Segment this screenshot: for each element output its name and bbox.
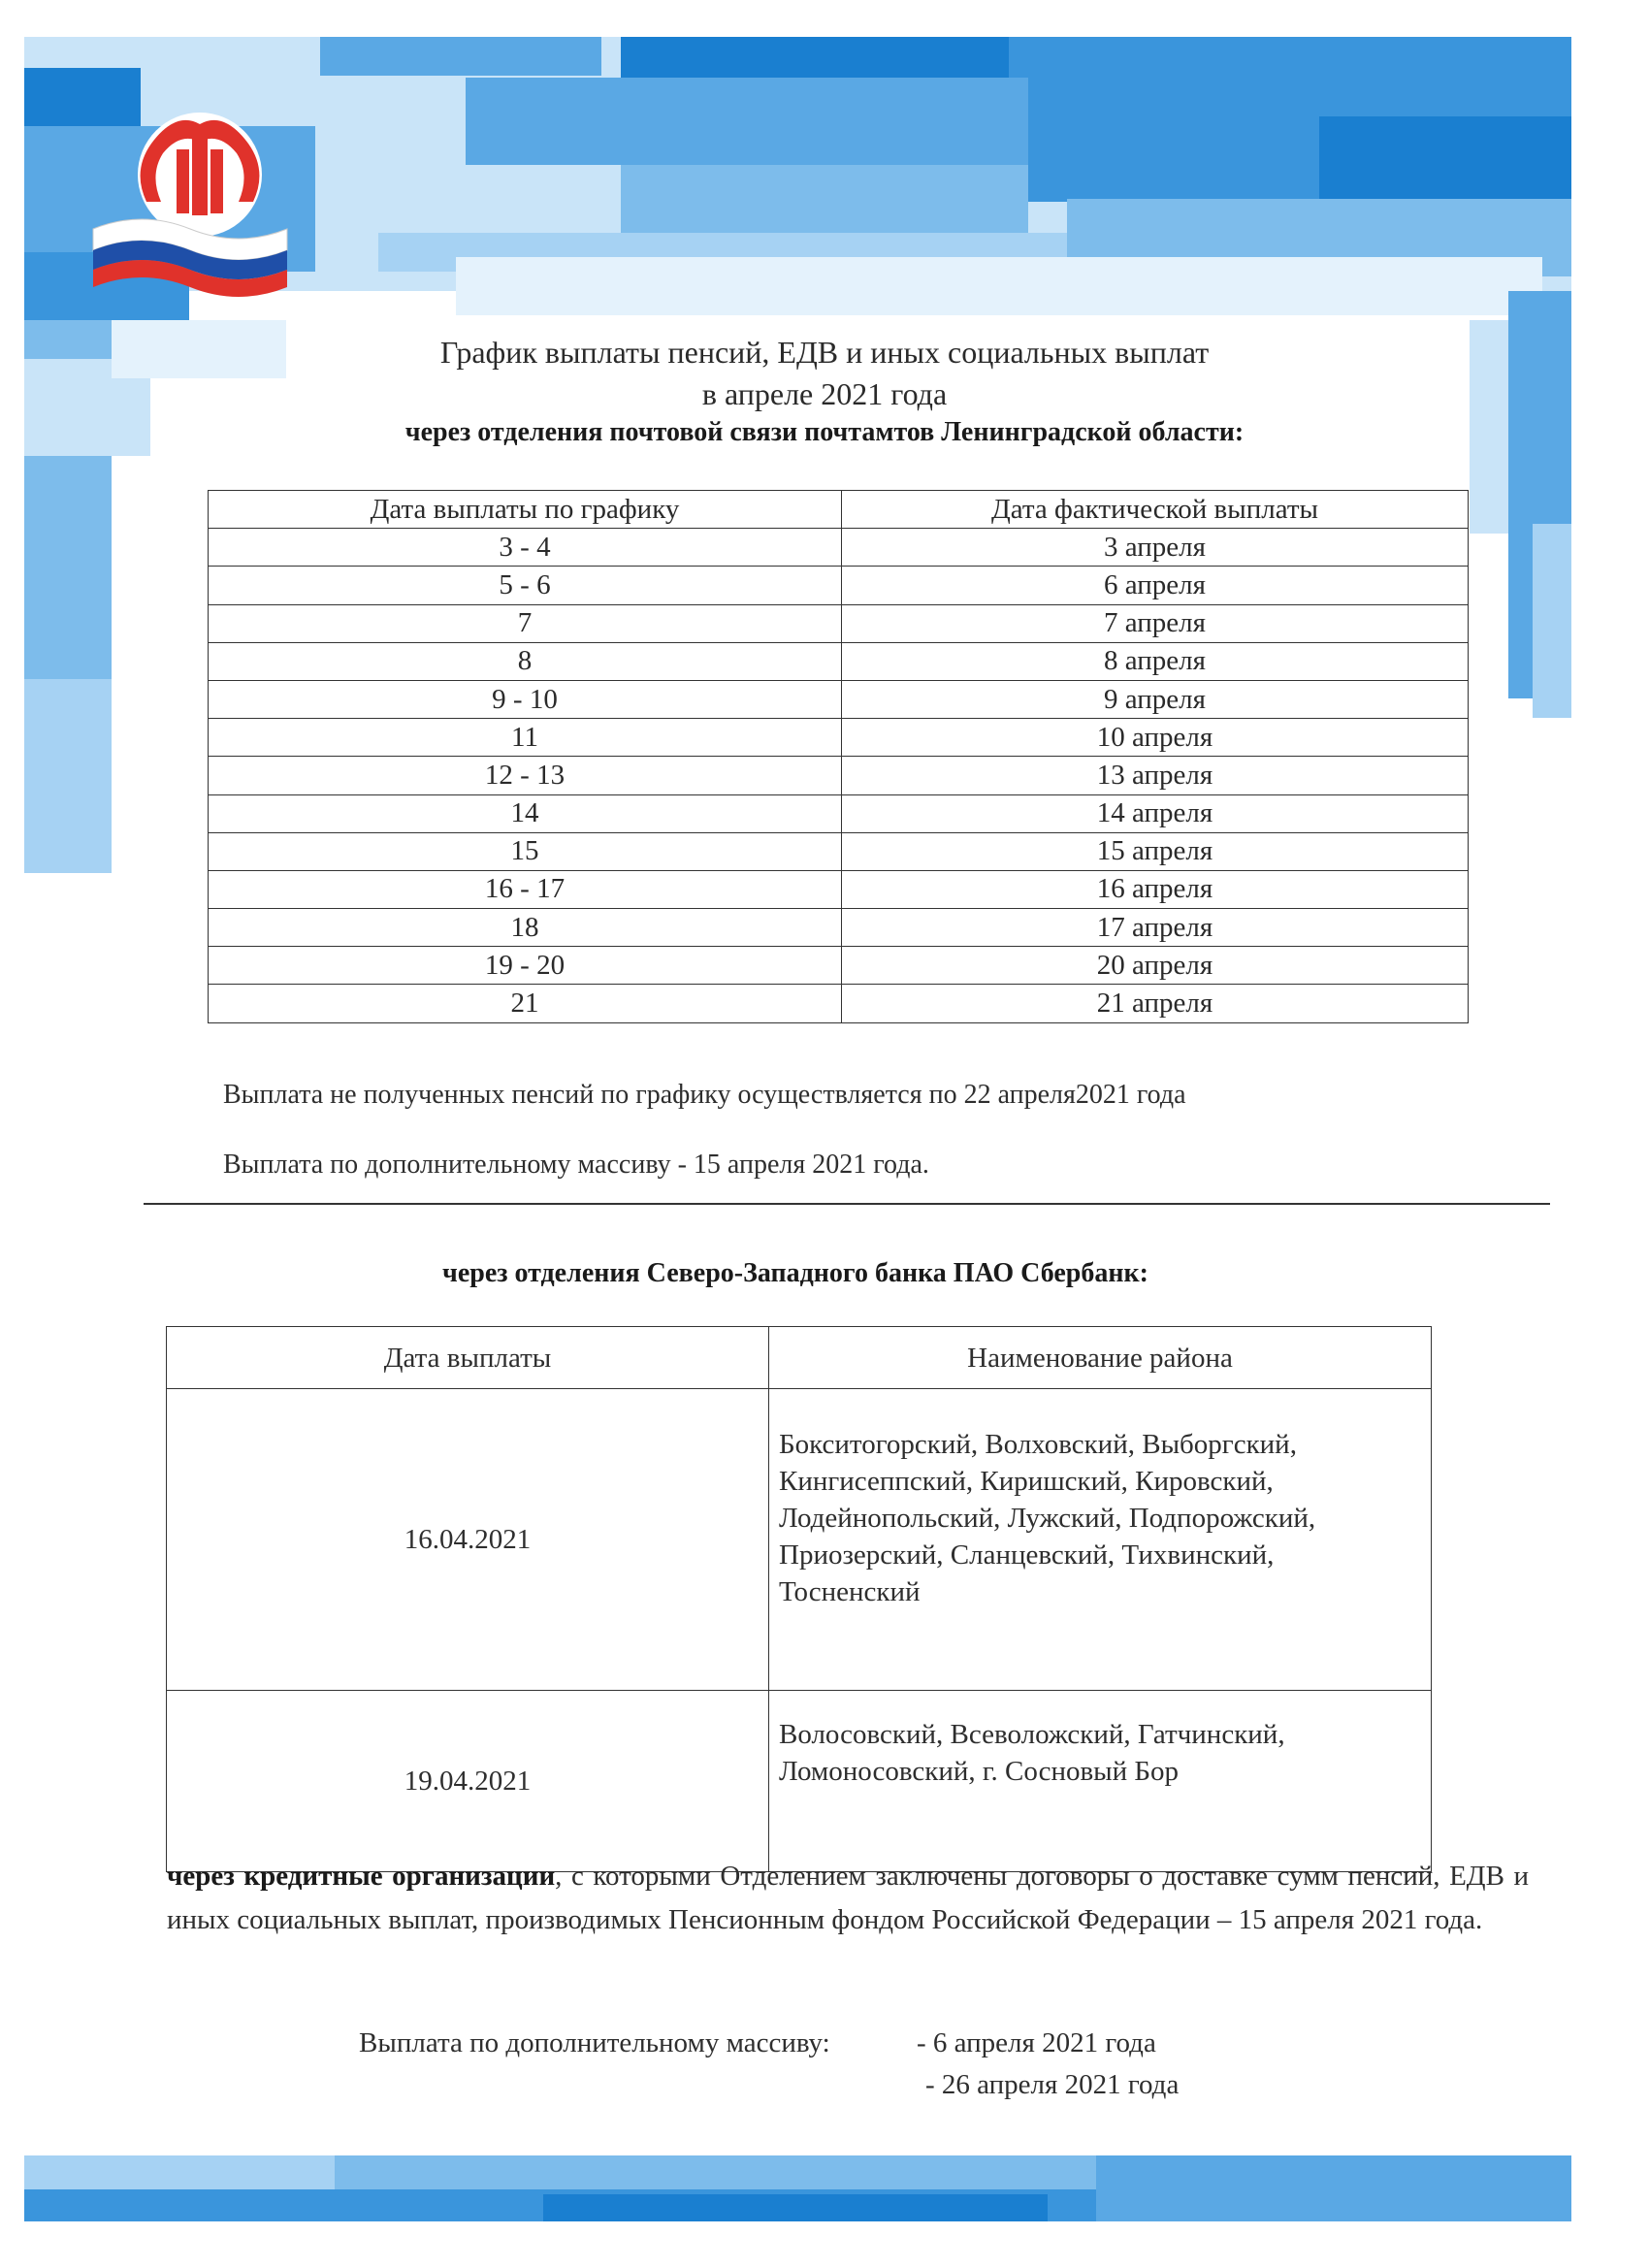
document-title: График выплаты пенсий, ЕДВ и иных социальных выплат	[439, 335, 1210, 370]
document-title-period: в апреле 2021 года	[701, 376, 948, 411]
scheduled-date-cell: 16 - 17	[209, 870, 842, 908]
column-header: Дата фактической выплаты	[842, 491, 1469, 529]
additional-array-date: - 6 апреля 2021 года	[917, 2027, 1156, 2058]
sber-schedule-table	[166, 1326, 1432, 1872]
actual-date-cell: 3 апреля	[842, 529, 1469, 567]
district-line: Ломоносовский, г. Сосновый Бор	[779, 1756, 1180, 1787]
actual-date-cell: 15 апреля	[842, 832, 1469, 870]
actual-date-cell: 7 апреля	[842, 604, 1469, 642]
table-row	[209, 642, 1469, 680]
district-line: Кингисеппский, Киришский, Кировский,	[779, 1466, 1274, 1497]
actual-date-cell: 6 апреля	[842, 567, 1469, 604]
table-row	[167, 1389, 1432, 1691]
actual-date-cell: 8 апреля	[842, 642, 1469, 680]
district-line: Бокситогорский, Волховский, Выборгский,	[779, 1429, 1297, 1460]
table-row	[209, 985, 1469, 1022]
table-row	[167, 1691, 1432, 1872]
table-row	[209, 947, 1469, 985]
actual-date-cell: 20 апреля	[842, 947, 1469, 985]
scheduled-date-cell: 7	[209, 604, 842, 642]
district-line: Волосовский, Всеволожский, Гатчинский,	[779, 1719, 1285, 1750]
district-list-cell	[769, 1389, 1432, 1691]
table-row	[209, 604, 1469, 642]
credit-organizations-paragraph	[167, 1855, 1529, 1942]
pension-fund-emblem-icon	[83, 105, 297, 299]
credit-organizations-text: , с которыми Отделением заключены договоры о доставке сумм пенсий, ЕДВ и иных социальных выплат, производимых Пенсионным фондом Российской Федерации – 15 апреля 2021 года.	[167, 1861, 1529, 1935]
sber-section-heading: через отделения Северо-Западного банка ПАО Сбербанк:	[442, 1258, 1148, 1288]
scheduled-date-cell: 12 - 13	[209, 757, 842, 794]
additional-array-label: Выплата по дополнительному массиву:	[359, 2027, 830, 2058]
actual-date-cell: 13 апреля	[842, 757, 1469, 794]
table-row	[209, 870, 1469, 908]
actual-date-cell: 14 апреля	[842, 794, 1469, 832]
scheduled-date-cell: 11	[209, 719, 842, 757]
pension-fund-logo	[83, 105, 297, 299]
table-header-row	[167, 1327, 1432, 1389]
scheduled-date-cell: 18	[209, 909, 842, 947]
scheduled-date-cell: 8	[209, 642, 842, 680]
actual-date-cell: 10 апреля	[842, 719, 1469, 757]
scheduled-date-cell: 19 - 20	[209, 947, 842, 985]
scheduled-date-cell: 3 - 4	[209, 529, 842, 567]
payment-date-cell: 19.04.2021	[167, 1691, 769, 1872]
scheduled-date-cell: 15	[209, 832, 842, 870]
post-section-heading: через отделения почтовой связи почтамтов Ленинградской области:	[404, 417, 1245, 447]
column-header: Наименование района	[769, 1327, 1432, 1389]
table-row	[209, 719, 1469, 757]
scheduled-date-cell: 5 - 6	[209, 567, 842, 604]
post-schedule-table	[208, 490, 1469, 1023]
table-row	[209, 529, 1469, 567]
table-header-row	[209, 491, 1469, 529]
actual-date-cell: 17 апреля	[842, 909, 1469, 947]
section-divider	[144, 1203, 1550, 1205]
column-header: Дата выплаты	[167, 1327, 769, 1389]
column-header: Дата выплаты по графику	[209, 491, 842, 529]
actual-date-cell: 9 апреля	[842, 680, 1469, 718]
scheduled-date-cell: 14	[209, 794, 842, 832]
payment-date-cell: 16.04.2021	[167, 1389, 769, 1691]
scheduled-date-cell: 9 - 10	[209, 680, 842, 718]
scheduled-date-cell: 21	[209, 985, 842, 1022]
unpaid-pensions-note: Выплата не полученных пенсий по графику осуществляется по 22 апреля2021 года	[223, 1080, 1186, 1110]
district-line: Приозерский, Сланцевский, Тихвинский,	[779, 1539, 1275, 1571]
table-row	[209, 909, 1469, 947]
district-line: Тосненский	[779, 1576, 921, 1607]
table-row	[209, 567, 1469, 604]
district-line: Лодейнопольский, Лужский, Подпорожский,	[779, 1503, 1316, 1534]
actual-date-cell: 21 апреля	[842, 985, 1469, 1022]
table-row	[209, 757, 1469, 794]
additional-array-date: - 26 апреля 2021 года	[925, 2069, 1180, 2100]
district-list-cell	[769, 1691, 1432, 1872]
table-row	[209, 832, 1469, 870]
actual-date-cell: 16 апреля	[842, 870, 1469, 908]
table-row	[209, 680, 1469, 718]
table-row	[209, 794, 1469, 832]
additional-payment-note: Выплата по дополнительному массиву - 15 апреля 2021 года.	[223, 1150, 929, 1180]
credit-organizations-label: через кредитные организации	[167, 1861, 556, 1892]
